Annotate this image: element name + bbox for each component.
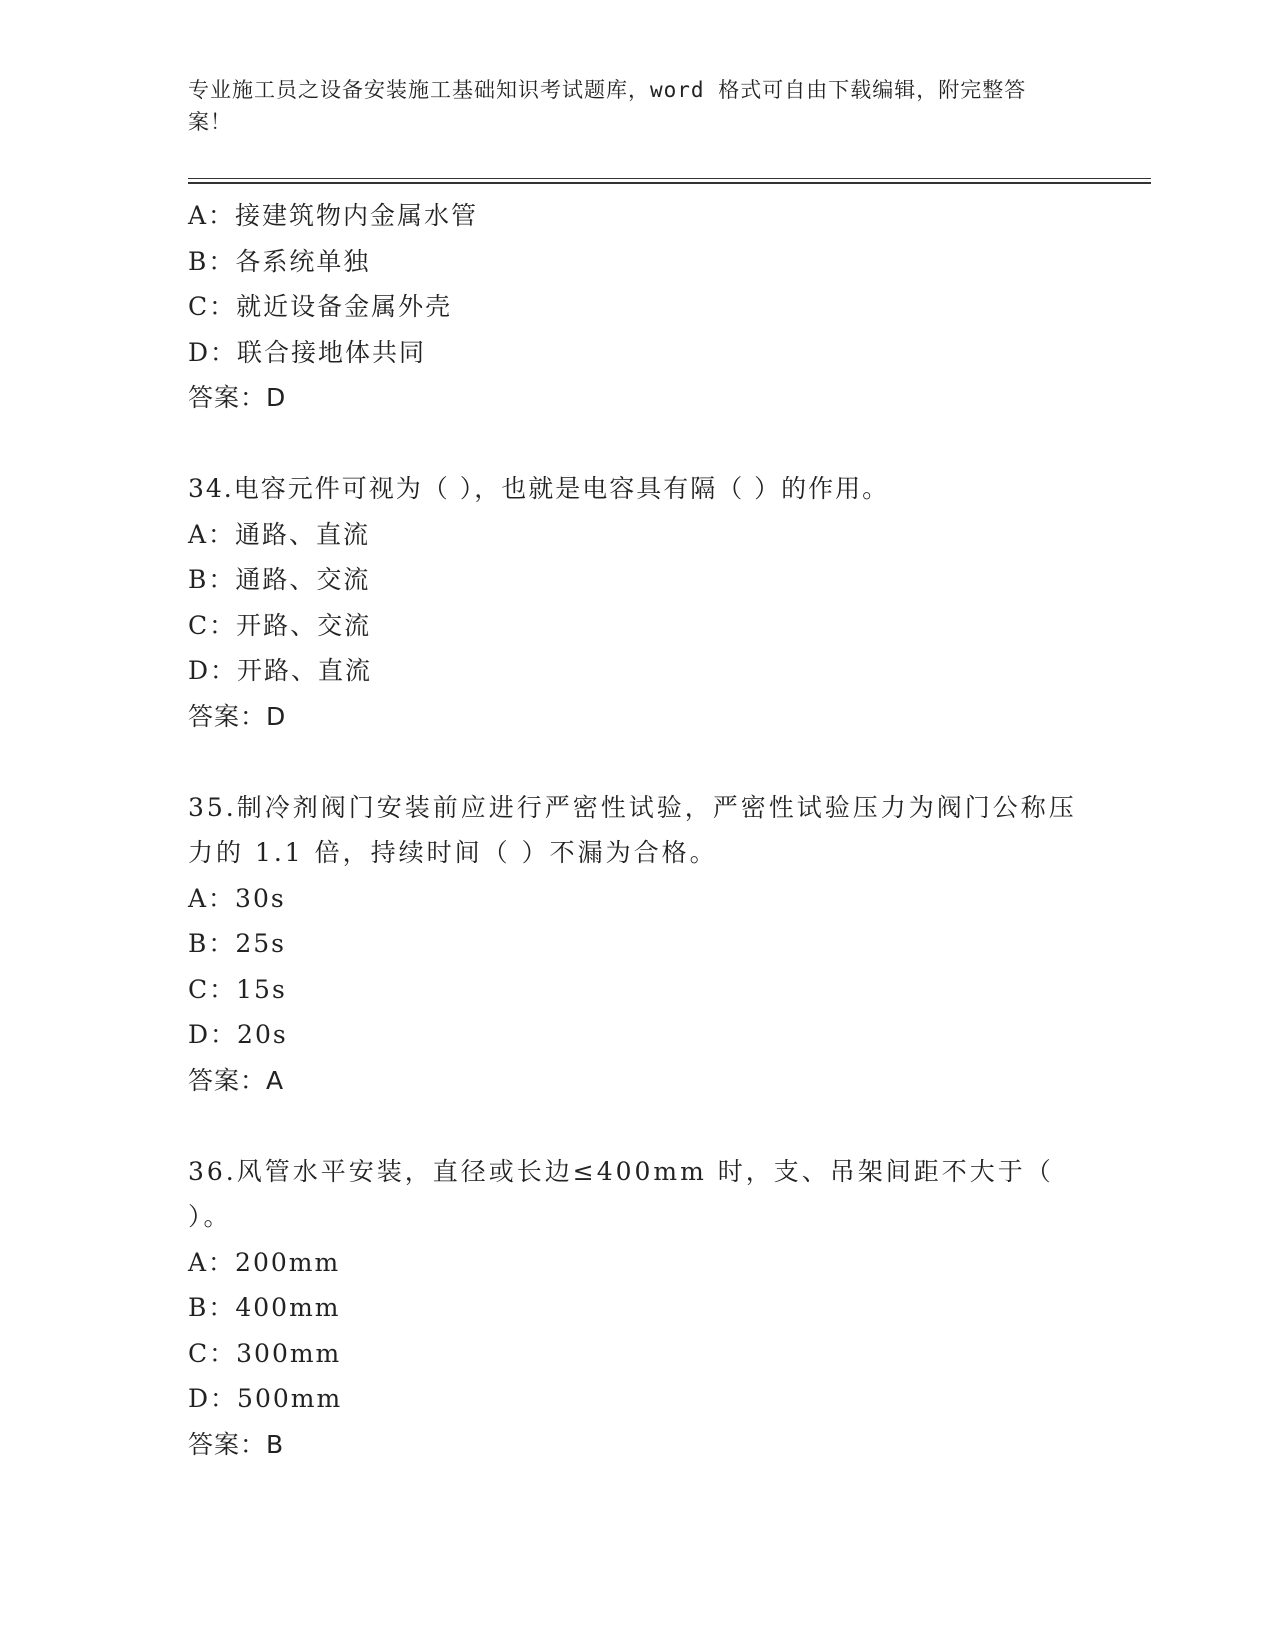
option-c: C：开路、交流 [188, 610, 372, 640]
option-a: A：200mm [188, 1247, 341, 1277]
option-b: B：通路、交流 [188, 565, 371, 594]
question-text: 34.电容元件可视为（ ），也就是电容具有隔（ ）的作用。 [188, 474, 890, 503]
question-block [188, 193, 1088, 421]
question-block [188, 1149, 1088, 1468]
option-a: A：30s [188, 883, 286, 913]
question-block [188, 466, 1088, 739]
option-c: C：15s [188, 974, 287, 1004]
question-text: 35.制冷剂阀门安装前应进行严密性试验，严密性试验压力为阀门公称压力的 1.1 倍，持续时间（ ）不漏为合格。 [188, 792, 1077, 867]
header-divider-thick [188, 182, 1151, 184]
option-d: D：20s [188, 1020, 288, 1049]
option-c: C：300mm [188, 1338, 342, 1368]
spacer [188, 739, 1088, 785]
answer-line: 答案：B [188, 1429, 285, 1459]
option-b: B：各系统单独 [188, 246, 371, 276]
option-a: A：通路、直流 [188, 519, 371, 549]
document-header: 专业施工员之设备安装施工基础知识考试题库，word 格式可自由下载编辑，附完整答案！ [188, 78, 1027, 134]
answer-line: 答案：A [188, 1065, 285, 1095]
question-block [188, 785, 1088, 1104]
option-b: B：25s [188, 929, 287, 958]
option-a: A：接建筑物内金属水管 [188, 201, 479, 230]
option-c: C：就近设备金属外壳 [188, 292, 453, 321]
question-text: 36.风管水平安装，直径或长边≤400mm 时，支、吊架间距不大于（ ）。 [188, 1156, 1054, 1231]
spacer [188, 1103, 1088, 1149]
answer-line: 答案：D [188, 701, 287, 731]
option-b: B：400mm [188, 1293, 341, 1322]
question-list [188, 193, 1088, 1467]
answer-line: 答案：D [188, 383, 287, 412]
option-d: D：联合接地体共同 [188, 337, 427, 367]
option-d: D：500mm [188, 1384, 343, 1413]
option-d: D：开路、直流 [188, 656, 373, 685]
header-divider-thin [188, 178, 1151, 179]
spacer [188, 421, 1088, 467]
